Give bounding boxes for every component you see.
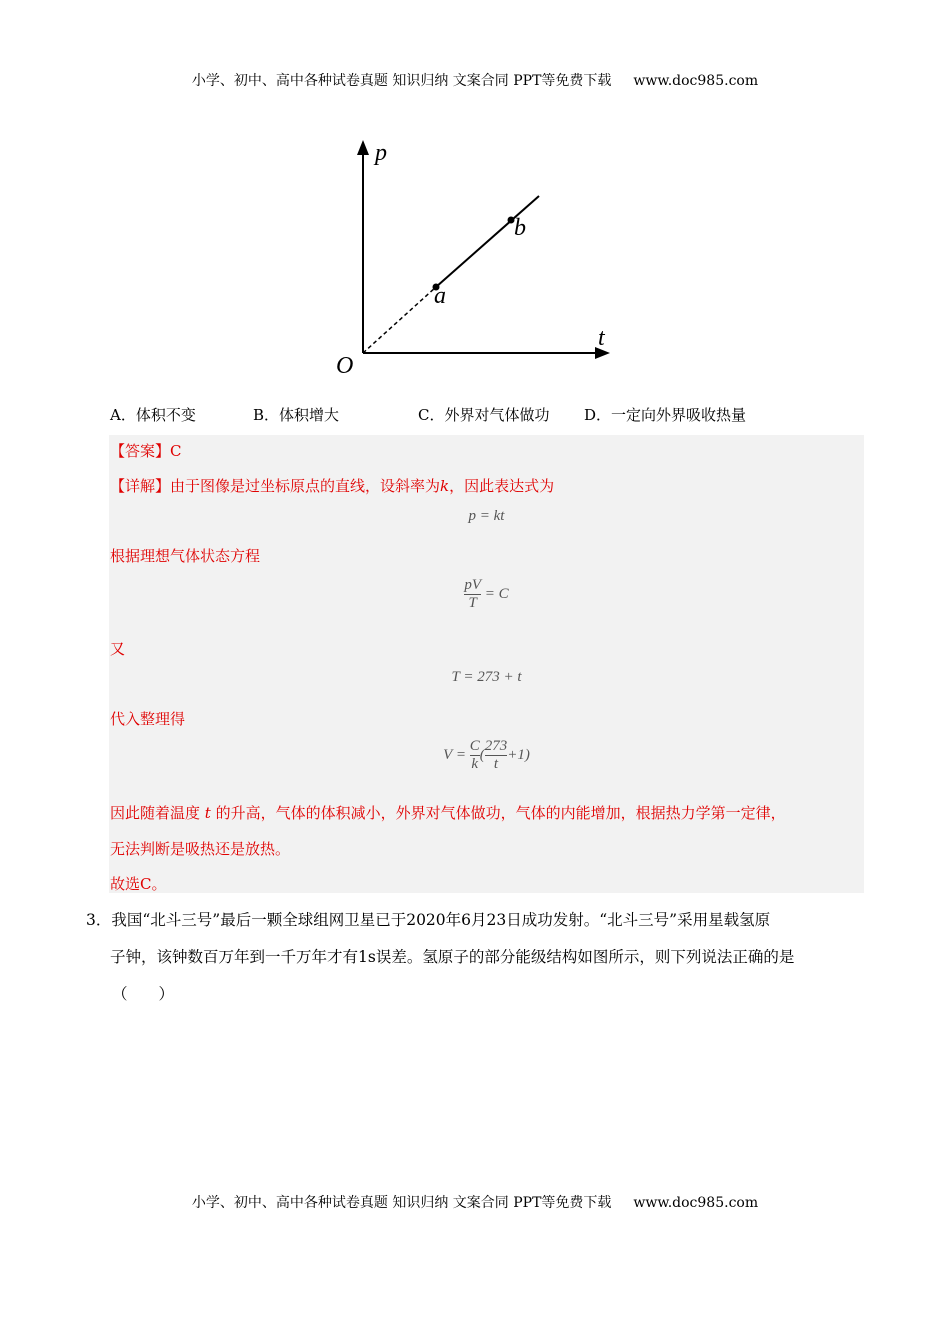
p-label: p bbox=[375, 140, 387, 166]
answer-line: 【答案】C bbox=[110, 442, 182, 460]
b-label: b bbox=[514, 215, 526, 241]
equation-1: p = kt bbox=[468, 508, 505, 524]
also-line: 又 bbox=[110, 640, 126, 658]
option-c[interactable]: C．外界对气体做功 bbox=[418, 406, 550, 424]
option-a[interactable]: A．体积不变 bbox=[110, 406, 196, 424]
final-choice: 故选C。 bbox=[110, 875, 167, 893]
p-t-graph bbox=[330, 135, 620, 380]
origin-label: O bbox=[336, 353, 354, 379]
ideal-gas-line: 根据理想气体状态方程 bbox=[110, 547, 261, 565]
conclusion-line: 因此随着温度 t 的升高，气体的体积减小，外界对气体做功，气体的内能增加，根据热力学第一定律， bbox=[110, 804, 786, 822]
option-d[interactable]: D．一定向外界吸收热量 bbox=[584, 406, 747, 424]
answer-explanation bbox=[109, 435, 864, 893]
substitute-line: 代入整理得 bbox=[110, 710, 186, 728]
t-label: t bbox=[598, 325, 605, 351]
a-label: a bbox=[434, 283, 446, 309]
equation-2: $\frac{pV}{T}$ = C bbox=[464, 577, 509, 611]
equation-4: V = $\frac{C}{k}$ ( $\frac{273}{t}$ +1) bbox=[443, 738, 530, 772]
header-text: 小学、初中、高中各种试卷真题 知识归纳 文案合同 PPT等免费下载 bbox=[191, 73, 612, 89]
page-footer bbox=[0, 1192, 950, 1212]
equation-3: T = 273 + t bbox=[451, 669, 522, 685]
question-3-blank: （ ） bbox=[112, 985, 175, 1003]
detail-line: 【详解】由于图像是过坐标原点的直线，设斜率为k，因此表达式为 bbox=[110, 477, 555, 495]
conclusion-line-2: 无法判断是吸热还是放热。 bbox=[110, 840, 291, 858]
page-header bbox=[0, 70, 950, 90]
process-line bbox=[436, 196, 539, 287]
footer-text: 小学、初中、高中各种试卷真题 知识归纳 文案合同 PPT等免费下载 bbox=[191, 1195, 612, 1211]
header-url[interactable]: www.doc985.com bbox=[633, 73, 759, 89]
question-3-line-2: 子钟，该钟数百万年到一千万年才有1s误差。氢原子的部分能级结构如图所示，则下列说法正确的是 bbox=[110, 948, 795, 966]
footer-url[interactable]: www.doc985.com bbox=[633, 1195, 759, 1211]
dashed-extension bbox=[363, 287, 436, 353]
p-axis-arrow bbox=[357, 140, 369, 155]
option-b[interactable]: B．体积增大 bbox=[253, 406, 340, 424]
question-3-line-1: 3．我国“北斗三号”最后一颗全球组网卫星已于2020年6月23日成功发射。“北斗三号”采用星载氢原 bbox=[86, 911, 771, 929]
